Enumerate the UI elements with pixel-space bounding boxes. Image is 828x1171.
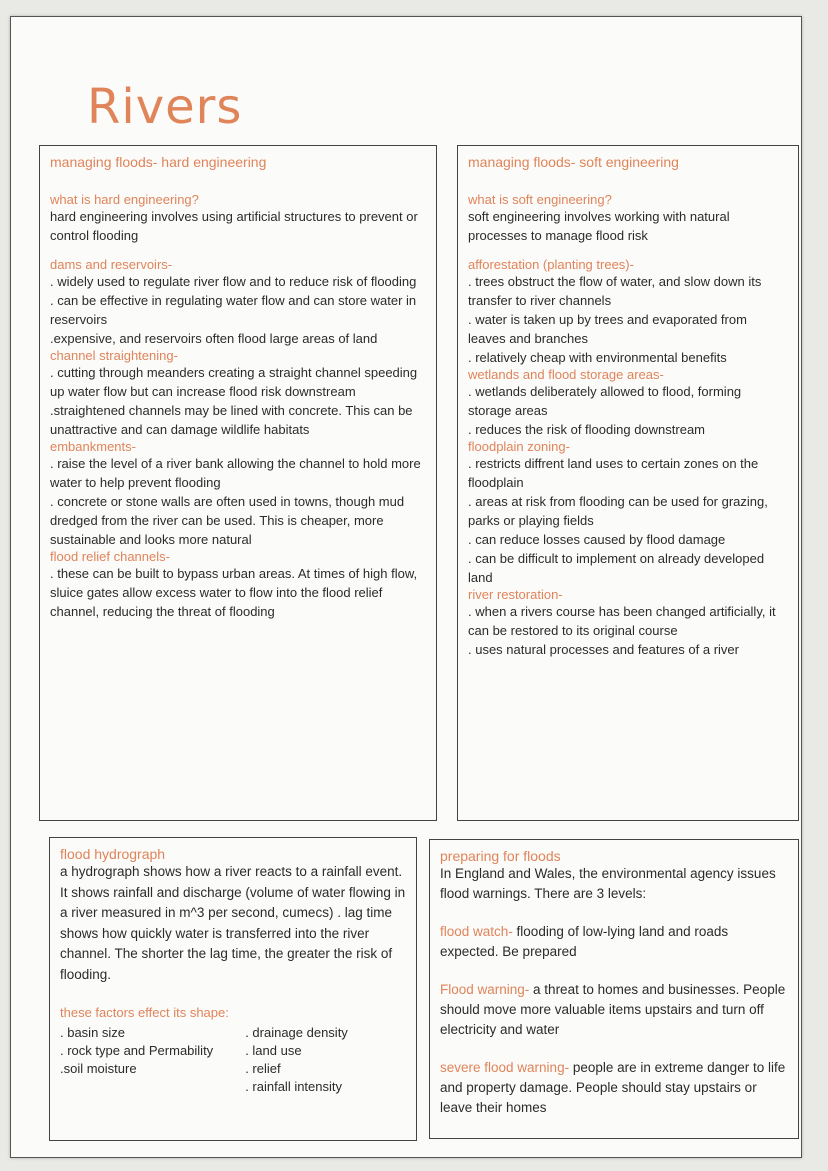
- afforestation-heading: afforestation (planting trees)-: [468, 257, 634, 272]
- level-flood-warning: [440, 980, 788, 1040]
- hydrograph-panel: [49, 837, 417, 1141]
- level-text: flooding of low-lying land and roads expected. Be prepared: [440, 924, 729, 959]
- hard-engineering-panel: [39, 145, 437, 821]
- preparing-heading: preparing for floods: [440, 848, 561, 864]
- dams-point: . can be effective in regulating water flow and can store water in reservoirs: [50, 293, 417, 327]
- restoration-heading: river restoration-: [468, 587, 563, 602]
- zoning-point: . can reduce losses caused by flood damage: [468, 532, 726, 547]
- soft-heading: managing floods- soft engineering: [468, 154, 679, 170]
- straightening-point: .straightened channels may be lined with concrete. This can be unattractive and can damage wildlife habitats: [50, 403, 413, 437]
- restoration-point: . when a rivers course has been changed artificially, it can be restored to its original course: [468, 604, 776, 638]
- level-flood-watch: [440, 922, 788, 962]
- level-severe-warning: [440, 1058, 788, 1118]
- notes-page: [10, 16, 802, 1158]
- hard-heading: managing floods- hard engineering: [50, 154, 267, 170]
- hard-question: what is hard engineering?: [50, 192, 199, 207]
- factor-item: . relief: [245, 1061, 281, 1076]
- page-title: Rivers: [87, 79, 243, 135]
- embankments-point: . raise the level of a river bank allowing the channel to hold more water to help prevent flooding: [50, 456, 421, 490]
- zoning-point: . can be difficult to implement on already developed land: [468, 551, 765, 585]
- factors-heading: these factors effect its shape:: [60, 1005, 229, 1020]
- hydrograph-text: a hydrograph shows how a river reacts to a rainfall event. It shows rainfall and discharge (volume of water flowing in a river measured in m^3 per second, cumecs) . lag time shows how quickly water is transferred into the river channel. The shorter the lag time, the greater the risk of flooding.: [60, 864, 406, 982]
- embankments-point: . concrete or stone walls are often used in towns, though mud dredged from the river can be used. This is cheaper, more sustainable and looks more natural: [50, 494, 405, 547]
- level-label: Flood warning-: [440, 982, 530, 997]
- wetlands-point: . reduces the risk of flooding downstream: [468, 422, 706, 437]
- afforestation-point: . water is taken up by trees and evaporated from leaves and branches: [468, 312, 747, 346]
- factor-item: . drainage density: [245, 1025, 348, 1040]
- straightening-point: . cutting through meanders creating a straight channel speeding up water flow but can increase flood risk downstream: [50, 365, 418, 399]
- wetlands-point: . wetlands deliberately allowed to flood, forming storage areas: [468, 384, 742, 418]
- factors-list: [60, 1024, 406, 1096]
- relief-channels-heading: flood relief channels-: [50, 549, 170, 564]
- factor-item: . land use: [245, 1043, 302, 1058]
- level-text: a threat to homes and businesses. People should move more valuable items upstairs and turn off electricity and water: [440, 982, 786, 1037]
- afforestation-point: . trees obstruct the flow of water, and slow down its transfer to river channels: [468, 274, 762, 308]
- afforestation-point: . relatively cheap with environmental benefits: [468, 350, 727, 365]
- level-text: people are in extreme danger to life and property damage. People should stay upstairs or leave their homes: [440, 1060, 786, 1115]
- factors-column-2: [245, 1024, 348, 1096]
- factors-column-1: [60, 1024, 213, 1096]
- dams-point: .expensive, and reservoirs often flood large areas of land: [50, 331, 378, 346]
- wetlands-heading: wetlands and flood storage areas-: [468, 367, 664, 382]
- zoning-point: . restricts diffrent land uses to certain zones on the floodplain: [468, 456, 759, 490]
- preparing-panel: [429, 839, 799, 1139]
- embankments-heading: embankments-: [50, 439, 136, 454]
- zoning-point: . areas at risk from flooding can be used for grazing, parks or playing fields: [468, 494, 768, 528]
- restoration-point: . uses natural processes and features of a river: [468, 642, 739, 657]
- factor-item: .soil moisture: [60, 1061, 137, 1076]
- level-label: severe flood warning-: [440, 1060, 570, 1075]
- dams-point: . widely used to regulate river flow and to reduce risk of flooding: [50, 274, 417, 289]
- level-label: flood watch-: [440, 924, 513, 939]
- zoning-heading: floodplain zoning-: [468, 439, 570, 454]
- soft-question: what is soft engineering?: [468, 192, 612, 207]
- hydrograph-heading: flood hydrograph: [60, 846, 166, 862]
- relief-channels-point: . these can be built to bypass urban areas. At times of high flow, sluice gates allow excess water to flow into the flood relief channel, reducing the threat of flooding: [50, 566, 418, 619]
- factor-item: . basin size: [60, 1025, 126, 1040]
- soft-definition: soft engineering involves working with natural processes to manage flood risk: [468, 209, 730, 243]
- dams-heading: dams and reservoirs-: [50, 257, 173, 272]
- preparing-intro: In England and Wales, the environmental agency issues flood warnings. There are 3 levels:: [440, 866, 776, 901]
- straightening-heading: channel straightening-: [50, 348, 178, 363]
- factor-item: . rainfall intensity: [245, 1079, 343, 1094]
- factor-item: . rock type and Permability: [60, 1043, 214, 1058]
- hard-definition: hard engineering involves using artificial structures to prevent or control flooding: [50, 209, 418, 243]
- soft-engineering-panel: [457, 145, 799, 821]
